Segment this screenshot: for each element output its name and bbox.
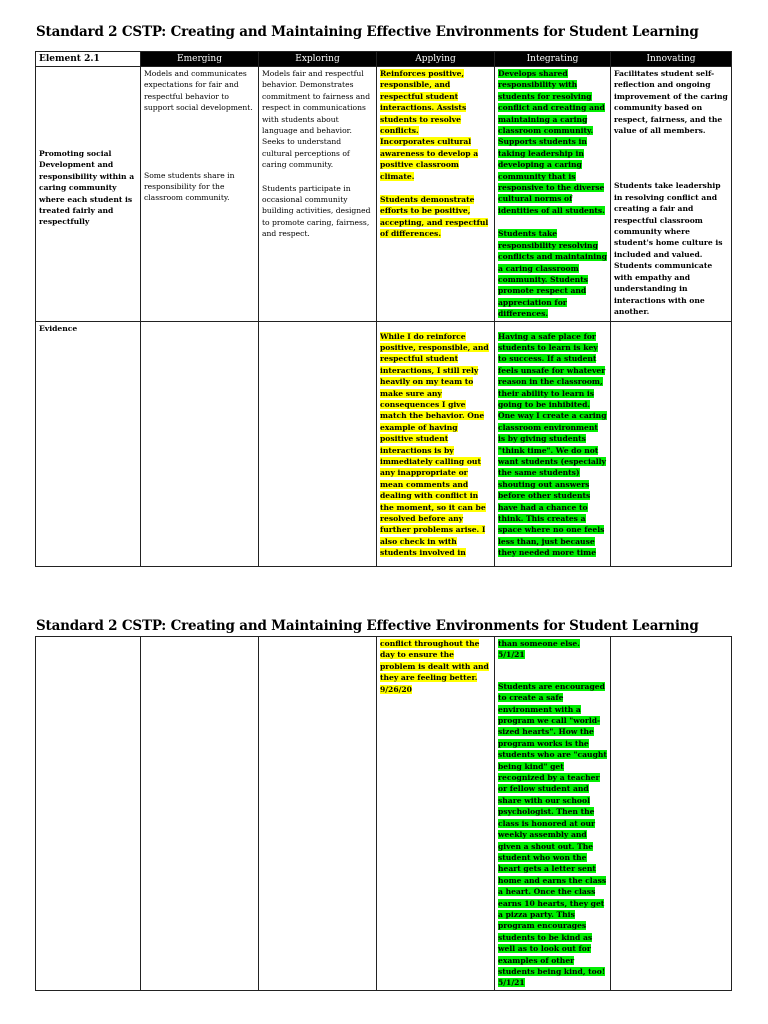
header-emerging: Emerging — [141, 52, 259, 67]
cont-emerging-cell — [141, 637, 259, 991]
cont-integrating-text-2: Students are encouraged to create a safe environment with a program we call "world-sized hearts". How the program works is the students who are "caught being kind" get recognized by a teacher or fellow student and share with our school psychologist. Then the class is honored at our weekly assembly and given a shout out. The student who won the heart gets a letter sent home and earns the class a heart. Once the class earns 10 hearts, they get a pizza party. This program encourages students to be kind as well as to look out for examples of other students being kind, too! 5/1/21 — [498, 681, 607, 988]
evidence-row — [36, 321, 732, 566]
applying-text-3: Students demonstrate efforts to be positive, accepting, and respectful of differences. — [380, 195, 489, 239]
emerging-text-2: Some students share in responsibility for the classroom community. — [144, 170, 235, 203]
evidence-continuation-table — [35, 636, 732, 991]
exploring-text-3: Students participate in occasional community building activities, designed to promote caring, fairness, and respect. — [262, 183, 371, 239]
element-label: Element 2.1 — [36, 52, 141, 67]
integrating-text-1: Develops shared responsibility with students for resolving conflict and creating and maintaining a caring classroom community. — [498, 69, 605, 136]
evidence-label: Evidence — [36, 321, 141, 566]
innovating-cell — [611, 67, 732, 322]
evidence-integrating-cell — [495, 321, 611, 566]
header-applying: Applying — [377, 52, 495, 67]
cont-integrating-cell — [495, 637, 611, 991]
continuation-row — [36, 637, 732, 991]
integrating-cell — [495, 67, 611, 322]
standard-rubric-table — [35, 51, 732, 567]
evidence-exploring-cell — [259, 321, 377, 566]
element-description-cell — [36, 67, 141, 322]
evidence-applying-cell — [377, 321, 495, 566]
cont-integrating-text-1: than someone else. 5/1/21 — [498, 639, 580, 660]
evidence-integrating-text: Having a safe place for students to learn is key to success. If a student feels unsafe for whatever reason in the classroom, their ability to learn is going to be inhibited. One way I create a caring classroom environment is by giving students "think time". We do not want students (especially the same students) shouting out answers before other students have had a chance to think. This creates a space where no one feels less than, just because they needed more time — [498, 331, 607, 558]
cont-innovating-cell — [611, 637, 732, 991]
cont-label-cell — [36, 637, 141, 991]
exploring-text-2: Seeks to understand cultural perceptions of caring community. — [262, 137, 350, 170]
innovating-text-2: Students take leadership in resolving conflict and creating a fair and respectful classroom community where student's home culture is included and valued. Students communicate with empathy and understanding in interactions with one another. — [614, 181, 723, 316]
emerging-text-1: Models and communicates expectations for fair and respectful behavior to support social development. — [144, 69, 253, 113]
header-integrating: Integrating — [495, 52, 611, 67]
emerging-cell — [141, 67, 259, 322]
evidence-innovating-cell — [611, 321, 732, 566]
page-title-repeat: Standard 2 CSTP: Creating and Maintaining Effective Environments for Student Learning — [36, 618, 699, 634]
applying-cell — [377, 67, 495, 322]
evidence-emerging-cell — [141, 321, 259, 566]
innovating-text-1: Facilitates student self-reflection and ongoing improvement of the caring community based on respect, fairness, and the value of all members. — [614, 69, 728, 136]
applying-text-2: Incorporates cultural awareness to develop a positive classroom climate. — [380, 137, 479, 181]
page-title: Standard 2 CSTP: Creating and Maintaining Effective Environments for Student Learning — [36, 24, 699, 40]
header-innovating: Innovating — [611, 52, 732, 67]
element-description: Promoting social Development and responsibility within a caring community where each student is treated fairly and respectfully — [39, 149, 135, 227]
integrating-text-3: Students take responsibility resolving conflicts and maintaining a caring classroom community. Students promote respect and appreciation for differences. — [498, 229, 607, 319]
exploring-text-1: Models fair and respectful behavior. Demonstrates commitment to fairness and respect in communications with students about language and behavior. — [262, 69, 371, 136]
applying-text-1: Reinforces positive, responsible, and respectful student interactions. Assists students to resolve conflicts. — [380, 69, 467, 136]
header-row — [36, 52, 732, 67]
cont-exploring-cell — [259, 637, 377, 991]
description-row — [36, 67, 732, 322]
exploring-cell — [259, 67, 377, 322]
cont-applying-cell — [377, 637, 495, 991]
integrating-text-2: Supports students in taking leadership in developing a caring community that is responsive to the diverse cultural norms of identities of all students. — [498, 137, 605, 215]
cont-applying-text: conflict throughout the day to ensure the problem is dealt with and they are feeling better. 9/26/20 — [380, 639, 489, 694]
evidence-applying-text: While I do reinforce positive, responsible, and respectful student interactions, I still rely heavily on my team to make sure any consequences I give match the behavior. One example of having positive student interactions is by immediately calling out any inappropriate or mean comments and dealing with conflict in the moment, so it can be resolved before any further problems arise. I also check in with students involved in — [380, 331, 489, 558]
header-exploring: Exploring — [259, 52, 377, 67]
